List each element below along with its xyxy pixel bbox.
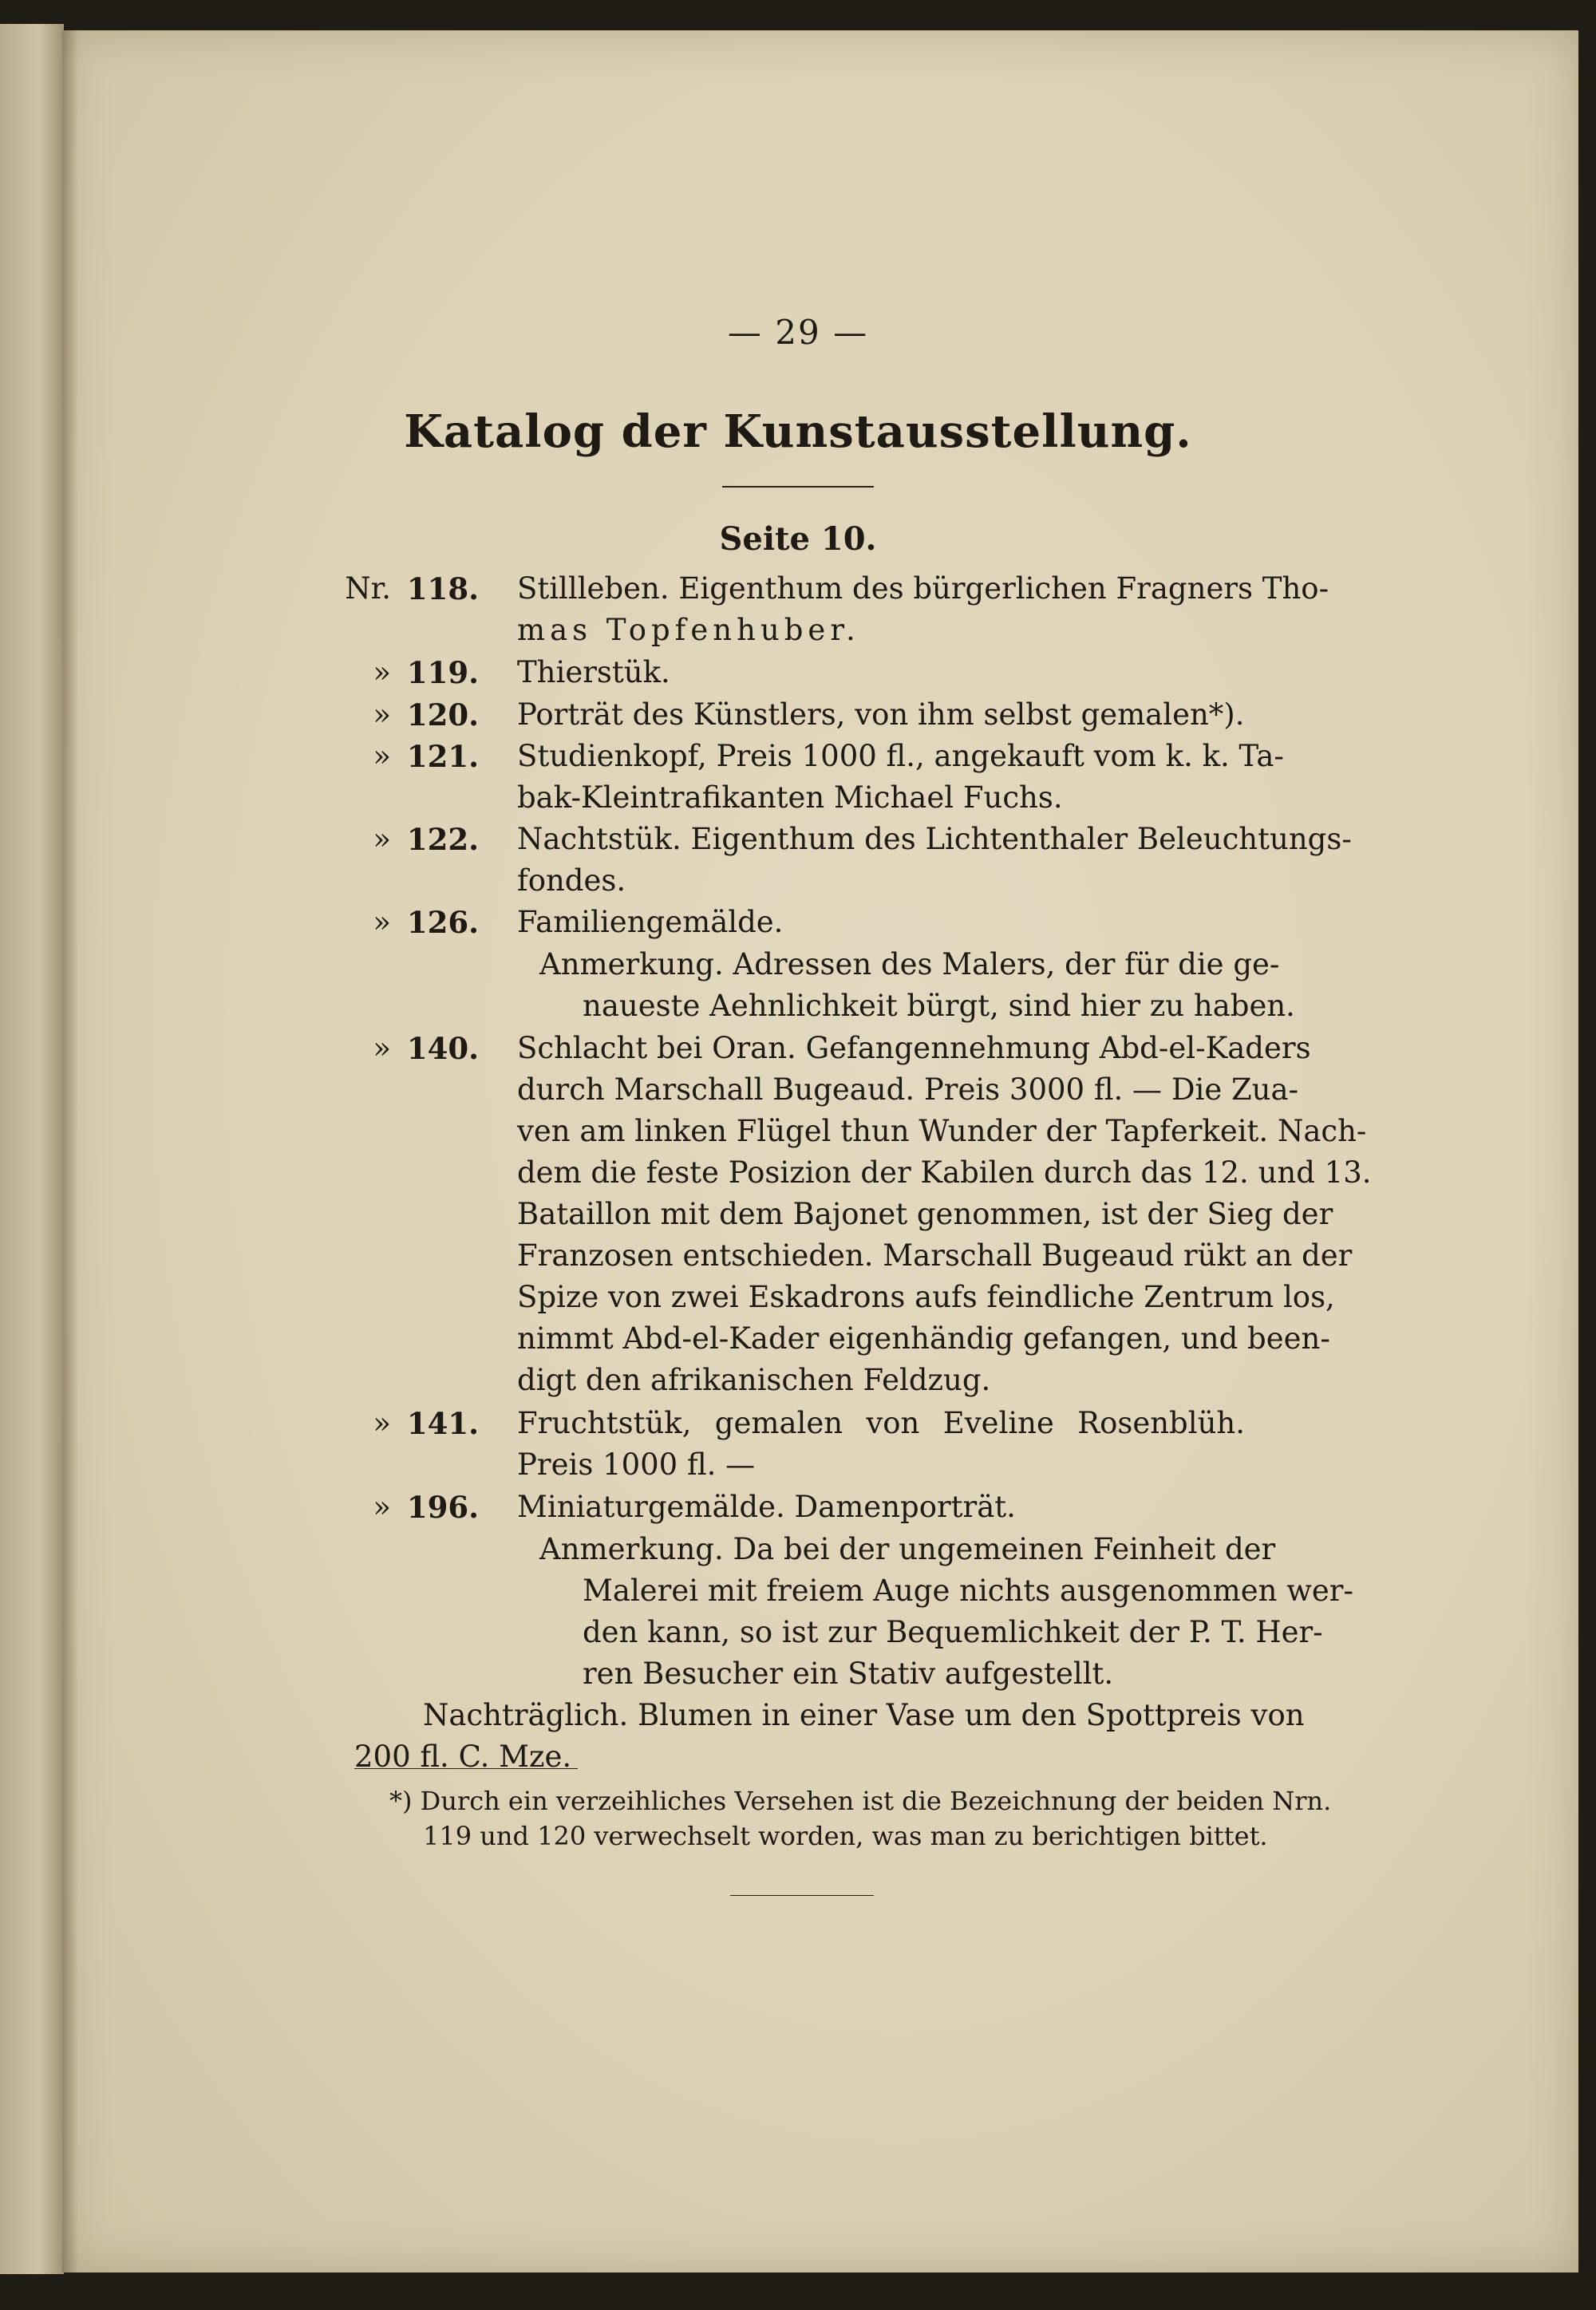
page-title: Katalog der Kunstausstellung. bbox=[404, 405, 1192, 458]
entry-text-line: Porträt des Künstlers, von ihm selbst gemalen*). bbox=[517, 697, 1245, 732]
note-text-line: ren Besucher ein Stativ aufgestellt. bbox=[583, 1656, 1114, 1691]
entry-marker: » bbox=[373, 1031, 391, 1065]
page-gutter-shadow bbox=[62, 30, 78, 2272]
entry-text-line: bak-Kleintrafikanten Michael Fuchs. bbox=[517, 780, 1063, 815]
entry-marker: » bbox=[373, 822, 391, 856]
entry-marker: » bbox=[373, 905, 391, 939]
entry-text-line: Thierstük. bbox=[517, 655, 670, 689]
footnote-line: *) Durch ein verzeihliches Versehen ist die Bezeichnung der beiden Nrn. bbox=[389, 1786, 1332, 1816]
previous-page-edge bbox=[0, 24, 64, 2274]
note-text-line: Malerei mit freiem Auge nichts ausgenommen wer- bbox=[583, 1574, 1353, 1608]
entry-text-line: Stillleben. Eigenthum des bürgerlichen Fragners Tho- bbox=[517, 571, 1329, 606]
entry-marker: » bbox=[373, 1406, 391, 1440]
entry-text-line: nimmt Abd-el-Kader eigenhändig gefangen, und been- bbox=[517, 1321, 1330, 1356]
note-text-line: naueste Aehnlichkeit bürgt, sind hier zu haben. bbox=[583, 989, 1295, 1023]
note-text-line: Anmerkung. Da bei der ungemeinen Feinheit der bbox=[539, 1532, 1276, 1566]
note-text-line: den kann, so ist zur Bequemlichkeit der P. T. Her- bbox=[583, 1615, 1323, 1649]
note-text-line: Anmerkung. Adressen des Malers, der für die ge- bbox=[539, 947, 1280, 981]
entry-text-line: Studienkopf, Preis 1000 fl., angekauft vom k. k. Ta- bbox=[517, 739, 1284, 773]
postscript-line: 200 fl. C. Mze. bbox=[354, 1739, 572, 1774]
footnote-line: 119 und 120 verwechselt worden, was man zu berichtigen bittet. bbox=[423, 1821, 1268, 1851]
entry-text-line: dem die feste Posizion der Kabilen durch das 12. und 13. bbox=[517, 1155, 1372, 1190]
entry-number: 122. bbox=[406, 822, 479, 857]
title-rule bbox=[722, 486, 874, 488]
entry-text-line: Schlacht bei Oran. Gefangennehmung Abd-el-Kaders bbox=[517, 1031, 1311, 1065]
entry-text-line: Miniaturgemälde. Damenporträt. bbox=[517, 1490, 1016, 1524]
entry-number: 126. bbox=[406, 905, 479, 940]
postscript-line: Nachträglich. Blumen in einer Vase um den Spottpreis von bbox=[423, 1698, 1305, 1732]
entry-text-line: fondes. bbox=[517, 863, 626, 898]
entry-text-line: durch Marschall Bugeaud. Preis 3000 fl. — Die Zua- bbox=[517, 1072, 1299, 1107]
entry-text-line: Bataillon mit dem Bajonet genommen, ist der Sieg der bbox=[517, 1197, 1333, 1231]
entry-text-line: digt den afrikanischen Feldzug. bbox=[517, 1363, 991, 1397]
entry-marker: » bbox=[373, 739, 391, 773]
entry-text-line: Familiengemälde. bbox=[517, 905, 784, 939]
closing-rule bbox=[730, 1895, 874, 1896]
entry-text-line: Franzosen entschieden. Marschall Bugeaud rükt an der bbox=[517, 1238, 1353, 1273]
entry-number: 118. bbox=[406, 571, 479, 606]
entry-text-line: Preis 1000 fl. — bbox=[517, 1447, 756, 1482]
entry-number: 119. bbox=[406, 655, 479, 690]
section-heading: Seite 10. bbox=[719, 520, 877, 558]
entry-marker: » bbox=[373, 1490, 391, 1524]
footnote-rule bbox=[354, 1768, 578, 1769]
entry-number: 121. bbox=[406, 739, 479, 774]
entry-marker: » bbox=[373, 655, 391, 689]
entry-number: 141. bbox=[406, 1406, 479, 1441]
page-number: — 29 — bbox=[727, 313, 869, 352]
entry-number: 120. bbox=[406, 697, 479, 732]
entry-text-line: mas Topfenhuber. bbox=[517, 613, 860, 647]
entry-number: 196. bbox=[406, 1490, 479, 1525]
entry-marker: » bbox=[373, 697, 391, 732]
entry-text-line: Fruchtstük, gemalen von Eveline Rosenblüh. bbox=[517, 1406, 1245, 1440]
entry-text-line: Spize von zwei Eskadrons aufs feindliche Zentrum los, bbox=[517, 1280, 1335, 1314]
entry-marker: Nr. bbox=[345, 571, 391, 606]
entry-number: 140. bbox=[406, 1031, 479, 1066]
entry-text-line: ven am linken Flügel thun Wunder der Tapferkeit. Nach- bbox=[517, 1114, 1367, 1148]
entry-text-line: Nachtstük. Eigenthum des Lichtenthaler Beleuchtungs- bbox=[517, 822, 1352, 856]
